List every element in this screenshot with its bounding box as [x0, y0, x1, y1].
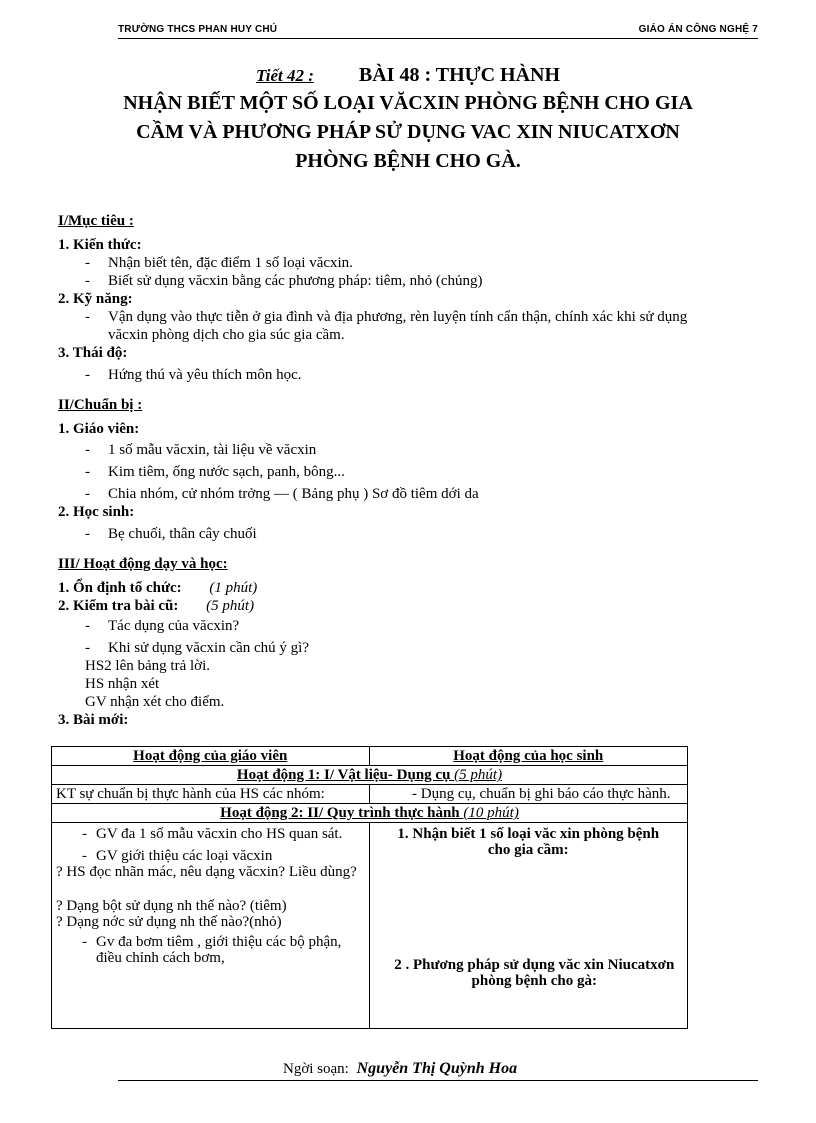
footer-line — [283, 1060, 517, 1078]
activity1-label: Hoạt động 1: I/ Vật liệu- Dụng cụ — [236, 767, 455, 783]
table-row — [52, 766, 688, 785]
lesson-tag: Tiết 42 : — [255, 66, 314, 85]
header-subject: GIÁO ÁN CÔNG NGHỆ 7 — [638, 24, 758, 35]
activity2-label: Hoạt động 2: II/ Quy trình thực hành — [220, 805, 464, 821]
title-line3: CẦM VÀ PHƯƠNG PHÁP SỬ DỤNG VAC XIN NIUCATXƠN — [136, 121, 680, 143]
new-lesson-title: 3. Bài mới: — [58, 712, 129, 728]
check-note: HS nhận xét — [85, 676, 160, 692]
attitude-item: - Hứng thú và yêu thích môn học. — [58, 366, 698, 384]
section-preparation-title: II/Chuẩn bị : — [58, 397, 143, 413]
header-school: TRƯỜNG THCS PHAN HUY CHÚ — [118, 24, 278, 35]
check-line — [58, 597, 698, 615]
check-title: 2. Kiểm tra bài cũ: — [58, 598, 179, 614]
teacher-step: ? Dạng bột sử dụng nh thế nào? (tiêm) — [56, 898, 287, 914]
teacher-title: 1. Giáo viên: — [58, 421, 140, 437]
table-row — [52, 804, 688, 823]
knowledge-item: - Biết sử dụng văcxin bằng các phương pháp: tiêm, nhỏ (chủng) — [58, 272, 698, 290]
activity2-title — [52, 804, 688, 823]
stabilize-title: 1. Ổn định tổ chức: — [58, 580, 182, 596]
document-body — [58, 206, 698, 729]
student-step-1: 1. Nhận biết 1 số loại văc xin phòng bệnh cho gia cầm: — [397, 826, 660, 858]
activity1-time: (5 phút) — [454, 767, 503, 783]
activity1-student: - Dụng cụ, chuẩn bị ghi báo cáo thực hành. — [369, 785, 687, 804]
activity1-teacher: KT sự chuẩn bị thực hành của HS các nhóm: — [52, 785, 370, 804]
skills-item: - Vận dụng vào thực tiễn ở gia đình và địa phương, rèn luyện tính cẩn thận, chính xác khi sử dụng văcxin phòng dịch cho gia súc gia cầm. — [58, 308, 698, 344]
col-student-header: Hoạt động của học sinh — [369, 747, 687, 766]
knowledge-title: 1. Kiến thức: — [58, 237, 142, 253]
student-step-2: 2 . Phương pháp sử dụng văc xin Niucatxơn phòng bệnh cho gà: — [394, 957, 675, 989]
section-activities-title: III/ Hoạt động dạy và học: — [58, 556, 228, 572]
lesson-title: BÀI 48 : THỰC HÀNH — [358, 64, 561, 86]
teacher-step: ? HS đọc nhãn mác, nêu dạng văcxin? Liều dùng? — [56, 864, 357, 880]
author-name: Nguyễn Thị Quỳnh Hoa — [356, 1060, 518, 1077]
activity1-title — [52, 766, 688, 785]
check-note: HS2 lên bảng trả lời. — [85, 658, 210, 674]
stabilize-time: (1 phút) — [209, 580, 258, 596]
activity2-time: (10 phút) — [463, 805, 519, 821]
student-title: 2. Học sinh: — [58, 504, 135, 520]
table-row — [52, 823, 688, 1029]
page-header — [118, 24, 758, 39]
title-line4: PHÒNG BỆNH CHO GÀ. — [295, 150, 521, 172]
skills-title: 2. Kỹ năng: — [58, 291, 133, 307]
teacher-step: - GV giới thiệu các loại văcxin — [56, 848, 365, 864]
title-line2: NHẬN BIẾT MỘT SỐ LOẠI VĂCXIN PHÒNG BỆNH CHO GIA — [123, 92, 693, 114]
table-row — [52, 785, 688, 804]
activity-table — [51, 746, 688, 1029]
teacher-step: - Gv đa bơm tiêm , giới thiệu các bộ phận, điều chỉnh cách bơm, — [56, 934, 365, 966]
page-footer — [118, 1058, 758, 1081]
activity2-teacher — [52, 823, 370, 1029]
check-time: (5 phút) — [206, 598, 255, 614]
section-objectives-title: I/Mục tiêu : — [58, 213, 134, 229]
stabilize-line — [58, 579, 698, 597]
activity2-student — [369, 823, 687, 1029]
check-note: GV nhận xét cho điểm. — [85, 694, 225, 710]
attitude-title: 3. Thái độ: — [58, 345, 128, 361]
check-item: - Tác dụng của văcxin? — [58, 617, 698, 635]
check-item: - Khi sử dụng văcxin cần chú ý gì? — [58, 639, 698, 657]
teacher-item: - Kim tiêm, ống nước sạch, panh, bông... — [58, 463, 698, 481]
teacher-step: ? Dạng nớc sử dụng nh thế nào?(nhỏ) — [56, 914, 282, 930]
author-label: Ngời soạn: — [283, 1061, 349, 1077]
col-teacher-header: Hoạt động của giáo viên — [52, 747, 370, 766]
student-item: - Bẹ chuối, thân cây chuối — [58, 525, 698, 543]
title-line1 — [40, 62, 776, 89]
teacher-step: - GV đa 1 số mẫu văcxin cho HS quan sát. — [56, 826, 365, 842]
knowledge-item: - Nhận biết tên, đặc điểm 1 số loại văcxin. — [58, 254, 698, 272]
teacher-item: - Chia nhóm, cử nhóm trởng — ( Bảng phụ ) Sơ đồ tiêm dới da — [58, 485, 698, 503]
title-block — [40, 62, 776, 176]
table-header-row — [52, 747, 688, 766]
teacher-item: - 1 số mẫu văcxin, tài liệu về văcxin — [58, 441, 698, 459]
